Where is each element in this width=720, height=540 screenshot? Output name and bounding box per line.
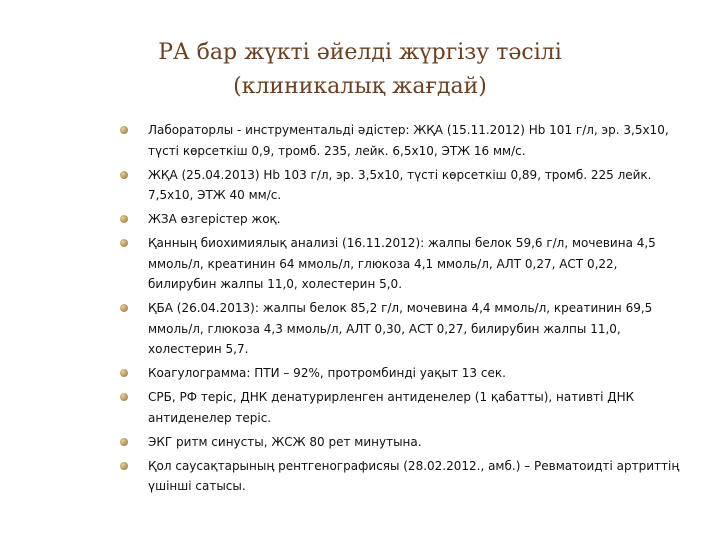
bullet-item (120, 233, 680, 295)
bullet-item (120, 209, 680, 230)
bullet-item (120, 120, 680, 161)
bullet-dot-icon (120, 304, 128, 312)
bullet-item (120, 298, 680, 360)
bullet-text: ЖЗА өзгерістер жоқ. (148, 212, 281, 226)
bullet-text: Лабораторлы - инструментальді әдістер: ЖҚА (15.11.2012) Hb 101 г/л, эр. 3,5х10, түсті көрсеткіш 0,9, тромб. 235, лейк. 6,5х10, ЭТЖ 16 мм/с. (148, 123, 669, 158)
bullet-dot-icon (120, 215, 128, 223)
bullet-dot-icon (120, 171, 128, 179)
bullet-list (120, 120, 680, 500)
bullet-item (120, 363, 680, 384)
bullet-item (120, 432, 680, 453)
bullet-text: Қол саусақтарының рентгенографисяы (28.02.2012., амб.) – Ревматоидті артриттің үшінші сатысы. (148, 458, 680, 493)
slide-title-line-1: РА бар жүкті әйелді жүргізу тәсілі (158, 40, 562, 65)
bullet-dot-icon (120, 126, 128, 134)
bullet-text: ЭКГ ритм синусты, ЖСЖ 80 рет минутына. (148, 434, 422, 449)
bullet-dot-icon (120, 462, 128, 470)
bullet-text: Коагулограмма: ПТИ – 92%, протромбинді уақыт 13 сек. (148, 366, 506, 380)
bullet-dot-icon (120, 393, 128, 401)
bullet-item (120, 165, 680, 206)
slide-title (60, 36, 660, 104)
bullet-item (120, 387, 680, 428)
bullet-dot-icon (120, 239, 128, 247)
bullet-dot-icon (120, 438, 128, 446)
bullet-dot-icon (120, 369, 128, 377)
slide-title-line-2: (клиникалық жағдай) (233, 74, 487, 99)
bullet-text: Қанның биохимиялық анализі (16.11.2012): жалпы белок 59,6 г/л, мочевина 4,5 ммоль/л, креатинин 64 ммоль/л, глюкоза 4,1 ммоль/л, АЛТ 0,27, АСТ 0,22, билирубин жалпы 11,0, холестерин 5,0. (148, 236, 656, 291)
bullet-item (120, 456, 680, 497)
bullet-text: ҚБА (26.04.2013): жалпы белок 85,2 г/л, мочевина 4,4 ммоль/л, креатинин 69,5 ммоль/л, глюкоза 4,3 ммоль/л, АЛТ 0,30, АСТ 0,27, билирубин жалпы 11,0, холестерин 5,7. (148, 301, 653, 356)
bullet-text: ЖҚА (25.04.2013) Hb 103 г/л, эр. 3,5х10, түсті көрсеткіш 0,89, тромб. 225 лейк. 7,5х10, ЭТЖ 40 мм/с. (148, 167, 652, 202)
bullet-text: СРБ, РФ теріс, ДНК денатурирленген антиденелер (1 қабатты), нативті ДНК антиденелер теріс. (148, 390, 635, 425)
